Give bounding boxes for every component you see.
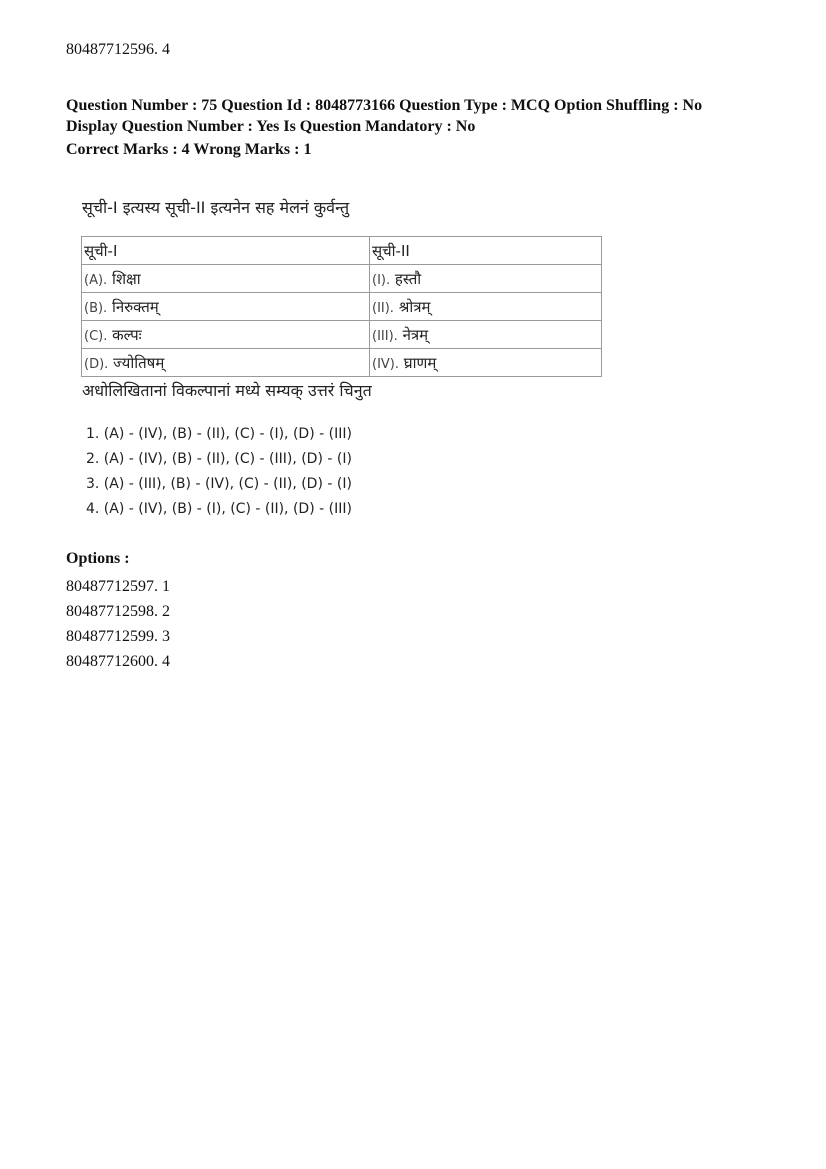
option-item: 80487712600. 4 (66, 653, 170, 670)
meta-line-question-info: Question Number : 75 Question Id : 8048773166 Question Type : MCQ Option Shuffling : No (66, 97, 703, 114)
item-text: नेत्रम् (402, 325, 429, 344)
answer-choice: 1. (A) - (IV), (B) - (II), (C) - (I), (D) - (III) (86, 426, 352, 442)
table-cell-left (82, 293, 370, 321)
question-meta (66, 95, 766, 160)
item-label: (I). (372, 272, 391, 288)
option-item: 80487712599. 3 (66, 628, 170, 645)
item-label: (III). (372, 328, 398, 344)
item-label: (C). (84, 328, 108, 344)
options-heading: Options : (66, 550, 130, 567)
item-label: (IV). (372, 356, 400, 372)
matching-table (81, 236, 602, 377)
page-id: 80487712596. 4 (66, 41, 170, 58)
option-item: 80487712598. 2 (66, 603, 170, 620)
item-text: श्रोत्रम् (398, 297, 431, 316)
option-item: 80487712597. 1 (66, 578, 170, 595)
table-header-row (82, 237, 602, 265)
answer-choice: 3. (A) - (III), (B) - (IV), (C) - (II), (D) - (I) (86, 476, 352, 492)
table-cell-left (82, 349, 370, 377)
table-cell-right (370, 321, 602, 349)
table-row (82, 293, 602, 321)
item-text: निरुक्तम् (111, 297, 159, 316)
answer-choices (86, 422, 352, 522)
answer-choice: 2. (A) - (IV), (B) - (II), (C) - (III), (D) - (I) (86, 451, 352, 467)
meta-line-marks: Correct Marks : 4 Wrong Marks : 1 (66, 141, 312, 158)
table-cell-right (370, 265, 602, 293)
table-row (82, 321, 602, 349)
table-cell-left (82, 321, 370, 349)
table-cell-right (370, 293, 602, 321)
item-text: कल्पः (112, 325, 142, 344)
item-label: (D). (84, 356, 109, 372)
item-text: ज्योतिषम् (113, 353, 165, 372)
table-row (82, 349, 602, 377)
options-list (66, 574, 170, 674)
question-prompt: अधोलिखितानां विकल्पानां मध्ये सम्यक् उत्तरं चिनुत (82, 381, 372, 400)
item-label: (B). (84, 300, 108, 316)
item-text: शिक्षा (111, 269, 141, 288)
table-header-list-1: सूची-I (82, 237, 370, 265)
table-header-list-2: सूची-II (370, 237, 602, 265)
table-cell-left (82, 265, 370, 293)
item-text: हस्तौ (394, 269, 422, 288)
answer-choice: 4. (A) - (IV), (B) - (I), (C) - (II), (D) - (III) (86, 501, 352, 517)
item-label: (II). (372, 300, 394, 316)
meta-line-display-info: Display Question Number : Yes Is Question Mandatory : No (66, 118, 476, 135)
table-row (82, 265, 602, 293)
item-text: घ्राणम् (403, 353, 437, 372)
question-instruction: सूची-I इत्यस्य सूची-II इत्यनेन सह मेलनं कुर्वन्तु (82, 198, 350, 217)
item-label: (A). (84, 272, 108, 288)
table-cell-right (370, 349, 602, 377)
